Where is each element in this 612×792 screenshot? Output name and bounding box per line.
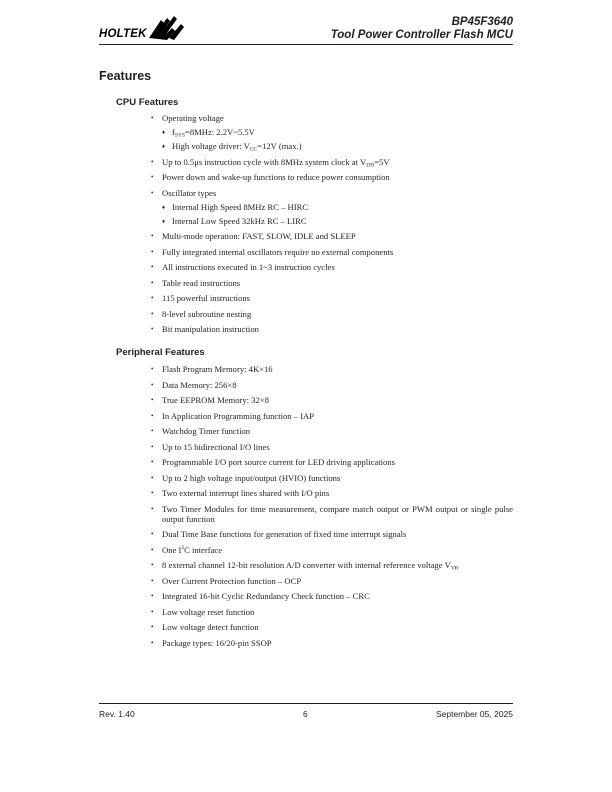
page-number: 6 <box>303 709 308 719</box>
publish-date: September 05, 2025 <box>435 709 513 719</box>
i2c-superscript: 2 <box>181 544 185 551</box>
holtek-logo <box>99 14 189 42</box>
list-item: ♦ Internal Low Speed 32kHz RC – LIRC <box>162 216 513 226</box>
list-item: • Power down and wake-up functions to reduce power consumption <box>150 172 513 182</box>
logo-text: HOLTEK <box>99 28 147 40</box>
header-divider <box>99 44 513 45</box>
list-item: • Watchdog Timer function <box>150 426 513 436</box>
list-item <box>162 141 513 151</box>
vdd-subscript: DD <box>366 162 375 168</box>
revision-label: Rev. 1.40 <box>99 709 135 719</box>
fsys-subscript: SYS <box>174 132 185 139</box>
list-item: • All instructions executed in 1~3 instruction cycles <box>150 262 513 272</box>
list-item <box>162 127 513 137</box>
list-item: • 8-level subroutine nesting <box>150 309 513 319</box>
footer-divider <box>99 703 513 704</box>
hv-value: =12V (max.) <box>257 141 302 151</box>
list-item <box>150 188 513 226</box>
list-item <box>150 560 513 570</box>
list-item: • Fully integrated internal oscillators require no external components <box>150 247 513 257</box>
list-item: • Bit manipulation instruction <box>150 324 513 334</box>
list-item: • Two Timer Modules for time measurement, compare match output or PWM output or single pulse output function <box>150 504 513 524</box>
i2c-suffix: C interface <box>184 544 223 555</box>
list-item: • Integrated 16-bit Cyclic Redundancy Check function – CRC <box>150 591 513 601</box>
hv-subscript: CC <box>249 146 258 153</box>
fsys-value: =8MHz: 2.2V~5.5V <box>184 127 255 137</box>
adc-text: 8 external channel 12-bit resolution A/D converter with internal reference voltage V <box>162 560 451 570</box>
peripheral-features-heading: Peripheral Features <box>116 347 205 358</box>
list-item: • Up to 15 bidirectional I/O lines <box>150 442 513 452</box>
list-item: • Low voltage reset function <box>150 607 513 617</box>
list-item: • Up to 2 high voltage input/output (HVIO) functions <box>150 473 513 483</box>
list-item: • 115 powerful instructions <box>150 293 513 303</box>
operating-voltage-label: Operating voltage <box>162 113 224 123</box>
cpu-features-list <box>150 113 513 340</box>
instr-cycle-value: =5V <box>374 156 390 167</box>
vvr-subscript: VR <box>450 565 459 572</box>
list-item <box>150 157 513 167</box>
oscillator-types-label: Oscillator types <box>162 187 217 198</box>
peripheral-features-list <box>150 364 513 653</box>
instr-cycle-text: Up to 0.5μs instruction cycle with 8MHz system clock at V <box>162 156 367 167</box>
list-item: • Two external interrupt lines shared with I/O pins <box>150 488 513 498</box>
i2c-text: One I <box>162 544 182 555</box>
list-item: • Dual Time Base functions for generation of fixed time interrupt signals <box>150 529 513 539</box>
fsys-text: f <box>172 127 175 137</box>
list-item: • Programmable I/O port source current for LED driving applications <box>150 457 513 467</box>
list-item <box>150 113 513 151</box>
list-item: • Flash Program Memory: 4K×16 <box>150 364 513 374</box>
list-item: • Table read instructions <box>150 278 513 288</box>
page-title: Features <box>99 69 152 83</box>
part-number: BP45F3640 <box>451 16 513 28</box>
list-item: • True EEPROM Memory: 32×8 <box>150 395 513 405</box>
list-item: • Package types: 16/20-pin SSOP <box>150 638 513 648</box>
list-item: • In Application Programming function – IAP <box>150 411 513 421</box>
list-item: • Multi-mode operation: FAST, SLOW, IDLE and SLEEP <box>150 231 513 241</box>
holtek-wing-icon <box>147 14 187 42</box>
cpu-features-heading: CPU Features <box>116 97 179 108</box>
hv-text: High voltage driver: V <box>172 141 250 151</box>
list-item: ♦ Internal High Speed 8MHz RC – HIRC <box>162 202 513 212</box>
oscillator-sublist <box>162 202 513 226</box>
operating-voltage-sublist <box>162 127 513 151</box>
document-subtitle: Tool Power Controller Flash MCU <box>330 29 513 41</box>
list-item: • Data Memory: 256×8 <box>150 380 513 390</box>
list-item: • Over Current Protection function – OCP <box>150 576 513 586</box>
list-item: • Low voltage detect function <box>150 622 513 632</box>
list-item <box>150 545 513 555</box>
